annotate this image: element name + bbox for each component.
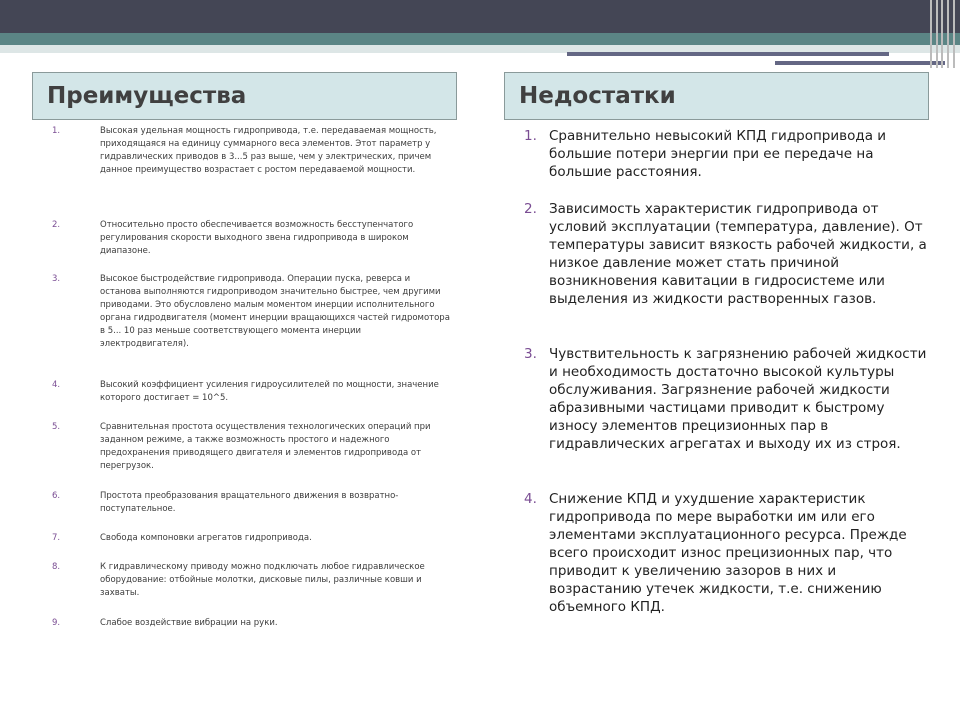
item-text: Свобода компоновки агрегатов гидропривода. [100,533,312,543]
list-item [52,125,457,177]
item-number: 9. [52,618,61,628]
item-number: 3. [52,274,61,284]
item-text: Слабое воздействие вибрации на руки. [100,618,278,628]
item-text: Простота преобразования вращательного движения в возвратно-поступательное. [100,491,399,514]
item-number: 8. [52,562,61,572]
decor-line-long [567,52,889,56]
item-number: 2. [52,220,61,230]
list-item [524,127,929,181]
advantages-title: Преимущества [32,72,457,120]
item-text: Относительно просто обеспечивается возможность бесступенчатого регулирования скорости выходного звена гидропривода в широком диапазоне. [100,220,414,256]
list-item [52,219,457,258]
item-text: Сравнительно невысокий КПД гидропривода и большие потери энергии при ее передаче на большие расстояния. [549,128,887,180]
item-number: 4. [52,380,61,390]
list-item [52,490,457,516]
item-text: Высокая удельная мощность гидропривода, т.е. передаваемая мощность, приходящаяся на единицу суммарного веса элементов. Этот параметр у гидравлических приводов в 3...5 раз выше, чем у электрических, причем данное преимущество возрастает с ростом передаваемой мощности. [100,126,437,175]
item-number: 4. [524,491,537,507]
item-text: Сравнительная простота осуществления технологических операций при заданном режиме, а также возможность простого и надежного предохранения приводящего двигателя и элементов гидропривода от перегрузок. [100,422,431,471]
item-number: 5. [52,422,61,432]
decor-vbar [936,0,938,68]
list-item [52,617,457,630]
list-item [52,421,457,473]
list-item [52,273,457,351]
item-text: Снижение КПД и ухудшение характеристик гидропривода по мере выработки им или его элементами эксплуатационного ресурса. Прежде всего происходит износ прецизионных пар, что приводит к увеличению зазоров в них и возрастанию утечек жидкости, т.е. снижению объемного КПД. [549,491,907,615]
item-number: 2. [524,201,537,217]
decor-line-short [775,61,945,65]
decor-vbar [941,0,943,68]
top-teal-band [0,33,960,45]
decor-vbar [947,0,949,68]
item-text: Высокий коэффициент усиления гидроусилителей по мощности, значение которого достигает = 10^5. [100,380,439,403]
decor-vbar [953,0,955,68]
decor-vbar [930,0,932,68]
list-item [52,379,457,405]
disadvantages-title: Недостатки [504,72,929,120]
item-number: 1. [524,128,537,144]
list-item [524,200,929,308]
list-item [52,561,457,600]
item-text: Чувствительность к загрязнению рабочей жидкости и необходимость достаточно высокой культуры обслуживания. Загрязнение рабочей жидкости абразивными частицами приводит к быстрому износу элементов прецизионных пар в гидравлических агрегатах и выходу их из строя. [549,346,927,452]
item-text: Зависимость характеристик гидропривода от условий эксплуатации (температура, давление). От температуры зависит вязкость рабочей жидкости, а низкое давление может стать причиной возникновения кавитации в гидросистеме или выделения из жидкости растворенных газов. [549,201,927,307]
item-number: 6. [52,491,61,501]
list-item [52,532,457,545]
list-item [524,345,929,453]
item-number: 7. [52,533,61,543]
item-number: 1. [52,126,61,136]
item-number: 3. [524,346,537,362]
list-item [524,490,929,616]
top-dark-band [0,0,960,33]
item-text: Высокое быстродействие гидропривода. Операции пуска, реверса и останова выполняются гидроприводом значительно быстрее, чем другими приводами. Это обусловлено малым моментом инерции исполнительного органа гидродвигателя (момент инерции вращающихся частей гидромотора в 5... 10 раз меньше соответствующего момента инерции электродвигателя). [100,274,450,349]
item-text: К гидравлическому приводу можно подключать любое гидравлическое оборудование: отбойные молотки, дисковые пилы, различные ковши и захваты. [100,562,425,598]
